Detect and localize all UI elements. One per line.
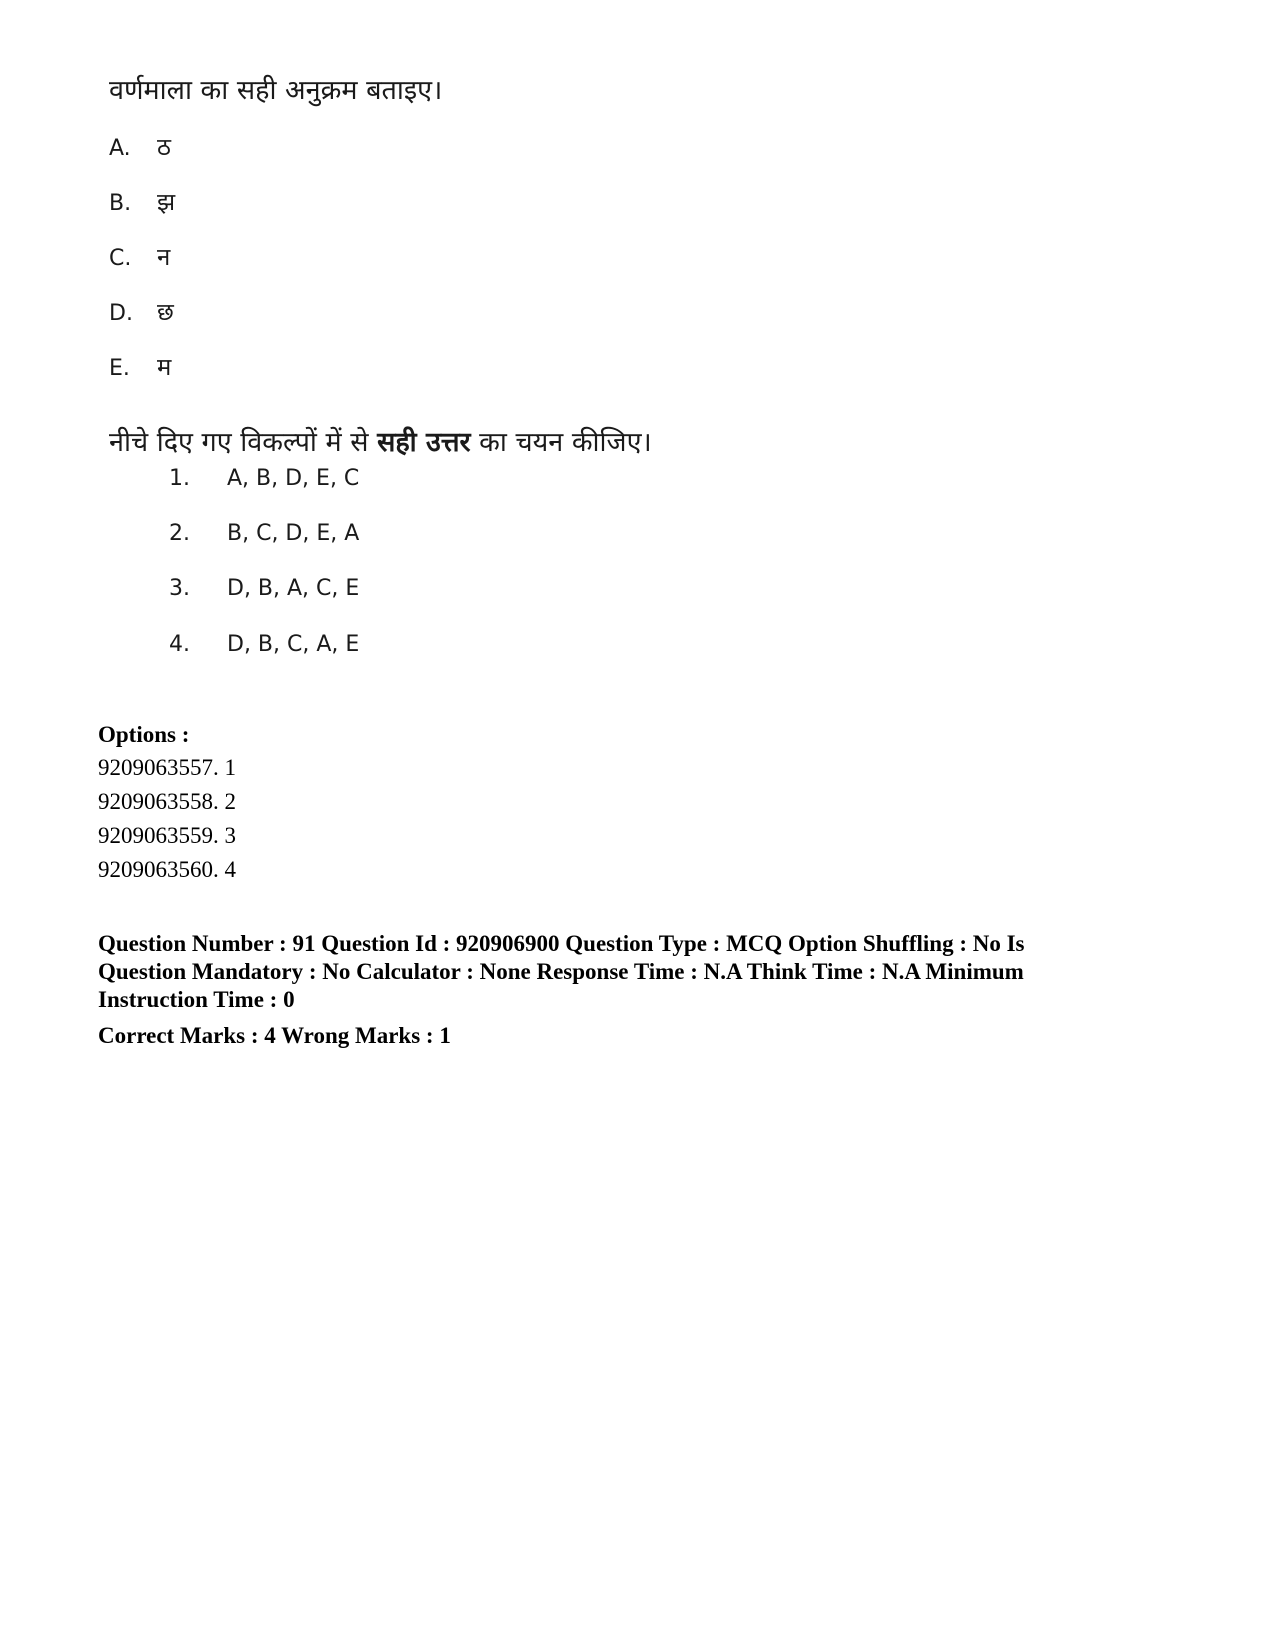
choice-text: D, B, A, C, E xyxy=(227,576,360,601)
choice-text: D, B, C, A, E xyxy=(227,632,360,657)
answer-choice-2 xyxy=(169,519,359,549)
option-line: 9209063560. 4 xyxy=(98,857,236,882)
choice-number: 1. xyxy=(169,466,190,491)
statement-text: छ xyxy=(157,298,174,326)
statement-text: म xyxy=(157,353,172,381)
answer-choice-3 xyxy=(169,574,359,604)
statement-c xyxy=(109,242,170,274)
statement-letter: B. xyxy=(109,191,132,216)
statement-d xyxy=(109,297,174,329)
statement-text: न xyxy=(157,243,171,271)
option-line: 9209063558. 2 xyxy=(98,789,236,814)
question-info: Question Number : 91 Question Id : 920906900 Question Type : MCQ Option Shuffling : No Is Question Mandatory : No Calculator : None Response Time : N.A Think Time : N.A Minimum Instruction Time : 0 xyxy=(98,931,1025,1012)
question-title: वर्णमाला का सही अनुक्रम बताइए। xyxy=(109,75,443,106)
option-line: 9209063559. 3 xyxy=(98,823,236,848)
statement-text: झ xyxy=(157,188,176,216)
marks-info: Correct Marks : 4 Wrong Marks : 1 xyxy=(98,1023,451,1048)
statement-text: ठ xyxy=(157,133,171,161)
statement-letter: D. xyxy=(109,301,133,326)
answer-choice-1 xyxy=(169,464,359,494)
options-heading: Options : xyxy=(98,722,190,747)
statement-a xyxy=(109,132,171,164)
option-line: 9209063557. 1 xyxy=(98,755,236,780)
statement-letter: A. xyxy=(109,136,131,161)
answer-choice-4 xyxy=(169,630,359,660)
choice-number: 3. xyxy=(169,576,190,601)
choice-number: 2. xyxy=(169,521,190,546)
question-image xyxy=(97,60,657,700)
statement-letter: E. xyxy=(109,356,130,381)
choice-number: 4. xyxy=(169,632,190,657)
statement-letter: C. xyxy=(109,246,132,271)
choice-text: B, C, D, E, A xyxy=(227,521,360,546)
statement-e xyxy=(109,352,171,384)
question-instruction xyxy=(109,426,652,460)
instruction-prefix: नीचे दिए गए विकल्पों में से xyxy=(109,427,378,458)
instruction-bold: सही उत्तर xyxy=(377,427,471,458)
instruction-suffix: का चयन कीजिए। xyxy=(470,427,652,458)
statement-b xyxy=(109,187,175,219)
choice-text: A, B, D, E, C xyxy=(227,466,360,491)
